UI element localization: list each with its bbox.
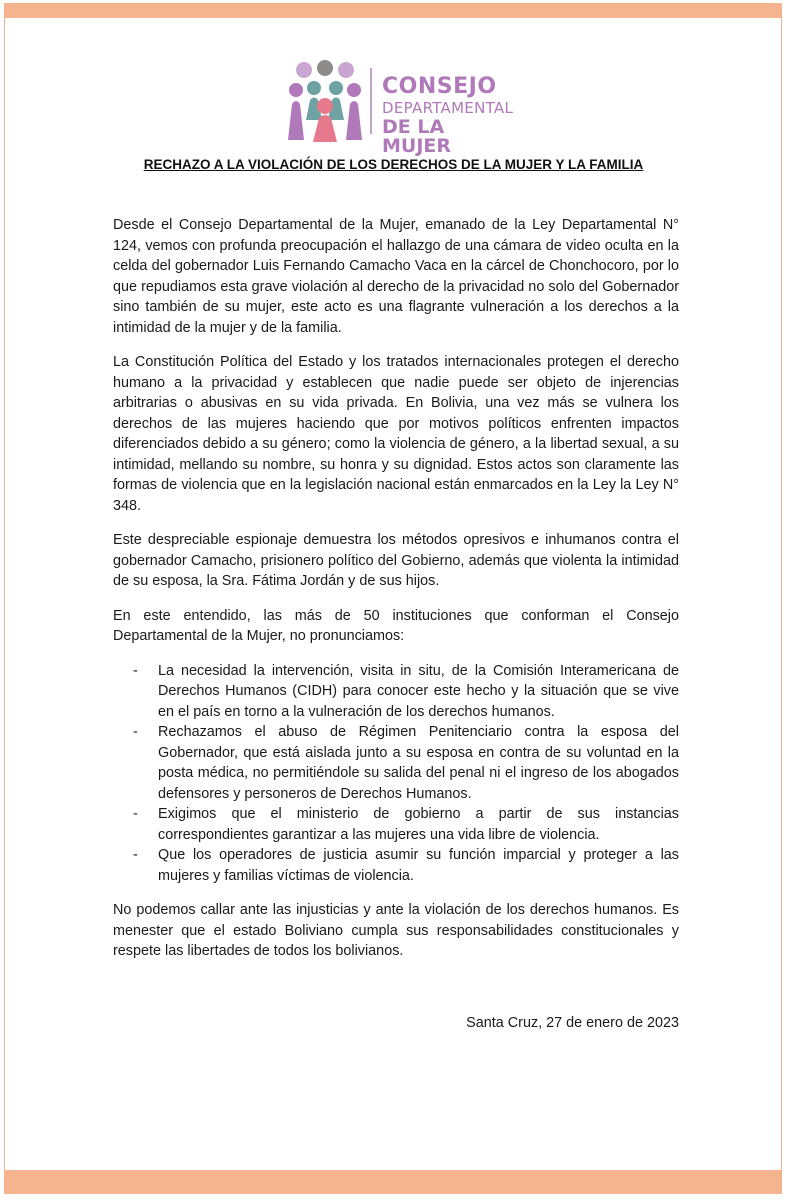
bullet-dash: - (133, 662, 138, 679)
closing-paragraph: No podemos callar ante las injusticias y ante la violación de los derechos humanos. Es menester que el estado Boliviano cumpla sus responsabilidades constitucionales y respete las libertades de todos los bolivianos. (113, 902, 679, 959)
bottom-decorative-band (4, 1170, 782, 1194)
place-and-date: Santa Cruz, 27 de enero de 2023 (466, 1015, 679, 1031)
bullet-dash: - (133, 724, 138, 740)
paragraph-2: La Constitución Política del Estado y los tratados internacionales protegen el derecho humano a la privacidad y establecen que nadie puede ser objeto de injerencias arbitrarias o abusivas en su vida privada. En Bolivia, una vez más se vulnera los derechos de las mujeres haciendo que por motivos políticos enfrenten impactos diferenciados debido a su género; como la violencia de género, a la libertad sexual, a su intimidad, mellando su nombre, su honra y su dignidad. Estos actos son claramente las formas de violencia que en la legislación nacional están enmarcados en la Ley la Ley N° 348. (113, 354, 679, 514)
list-item-text: Que los operadores de justicia asumir su función imparcial y proteger a las mujeres y familias víctimas de violencia. (158, 847, 679, 884)
logo-wordmark (382, 76, 513, 156)
list-item (113, 845, 679, 886)
paragraph-1: Desde el Consejo Departamental de la Mujer, emanado de la Ley Departamental N° 124, vemos con profunda preocupación el hallazgo de una cámara de video oculta en la celda del gobernador Luis Fernando Camacho Vaca en la cárcel de Chonchocoro, por lo que repudiamos esta grave violación al derecho de la privacidad no solo del Gobernador sino también de su mujer, este acto es una flagrante vulneración a los derechos a la intimidad de la mujer y de la familia. (113, 217, 679, 336)
logo-divider (370, 68, 372, 134)
list-item (113, 722, 679, 804)
document-title: RECHAZO A LA VIOLACIÓN DE LOS DERECHOS DE LA MUJER Y LA FAMILIA (143, 157, 644, 172)
women-figures-icon (286, 60, 364, 142)
document-body (113, 215, 679, 976)
paragraph-4: En este entendido, las más de 50 instituciones que conforman el Consejo Departamental de la Mujer, no pronunciamos: (113, 607, 679, 644)
logo-line-departamental: DEPARTAMENTAL (382, 99, 514, 117)
demands-list (113, 661, 679, 887)
bullet-dash: - (133, 806, 138, 822)
list-item-text: Rechazamos el abuso de Régimen Penitenciario contra la esposa del Gobernador, que está aislada junto a su esposa en contra de su voluntad en la posta médica, no permitiéndole su salida del penal ni el ingreso de los abogados defensores y personeros de Derechos Humanos. (158, 724, 679, 802)
list-item-text: La necesidad la intervención, visita in situ, de la Comisión Interamericana de Derechos Humanos (CIDH) para conocer este hecho y la situación que se vive en el país en torno a la vulneración de los derechos humanos. (158, 662, 679, 720)
bullet-dash: - (133, 847, 138, 863)
logo-line-de-la-mujer (382, 118, 513, 156)
logo-line3-emph: MUJER (382, 135, 452, 157)
list-item (113, 661, 679, 723)
logo-line-consejo: CONSEJO (382, 74, 497, 99)
list-item-text: Exigimos que el ministerio de gobierno a partir de sus instancias correspondientes garantizar a las mujeres una vida libre de violencia. (158, 806, 679, 843)
list-item (113, 804, 679, 845)
top-decorative-band (4, 3, 782, 18)
paragraph-3: Este despreciable espionaje demuestra los métodos opresivos e inhumanos contra el gobernador Camacho, prisionero político del Gobierno, además que violenta la intimidad de su esposa, la Sra. Fátima Jordán y de sus hijos. (113, 532, 679, 589)
council-logo (286, 60, 514, 157)
logo-line3-prefix: DE LA (382, 116, 445, 138)
